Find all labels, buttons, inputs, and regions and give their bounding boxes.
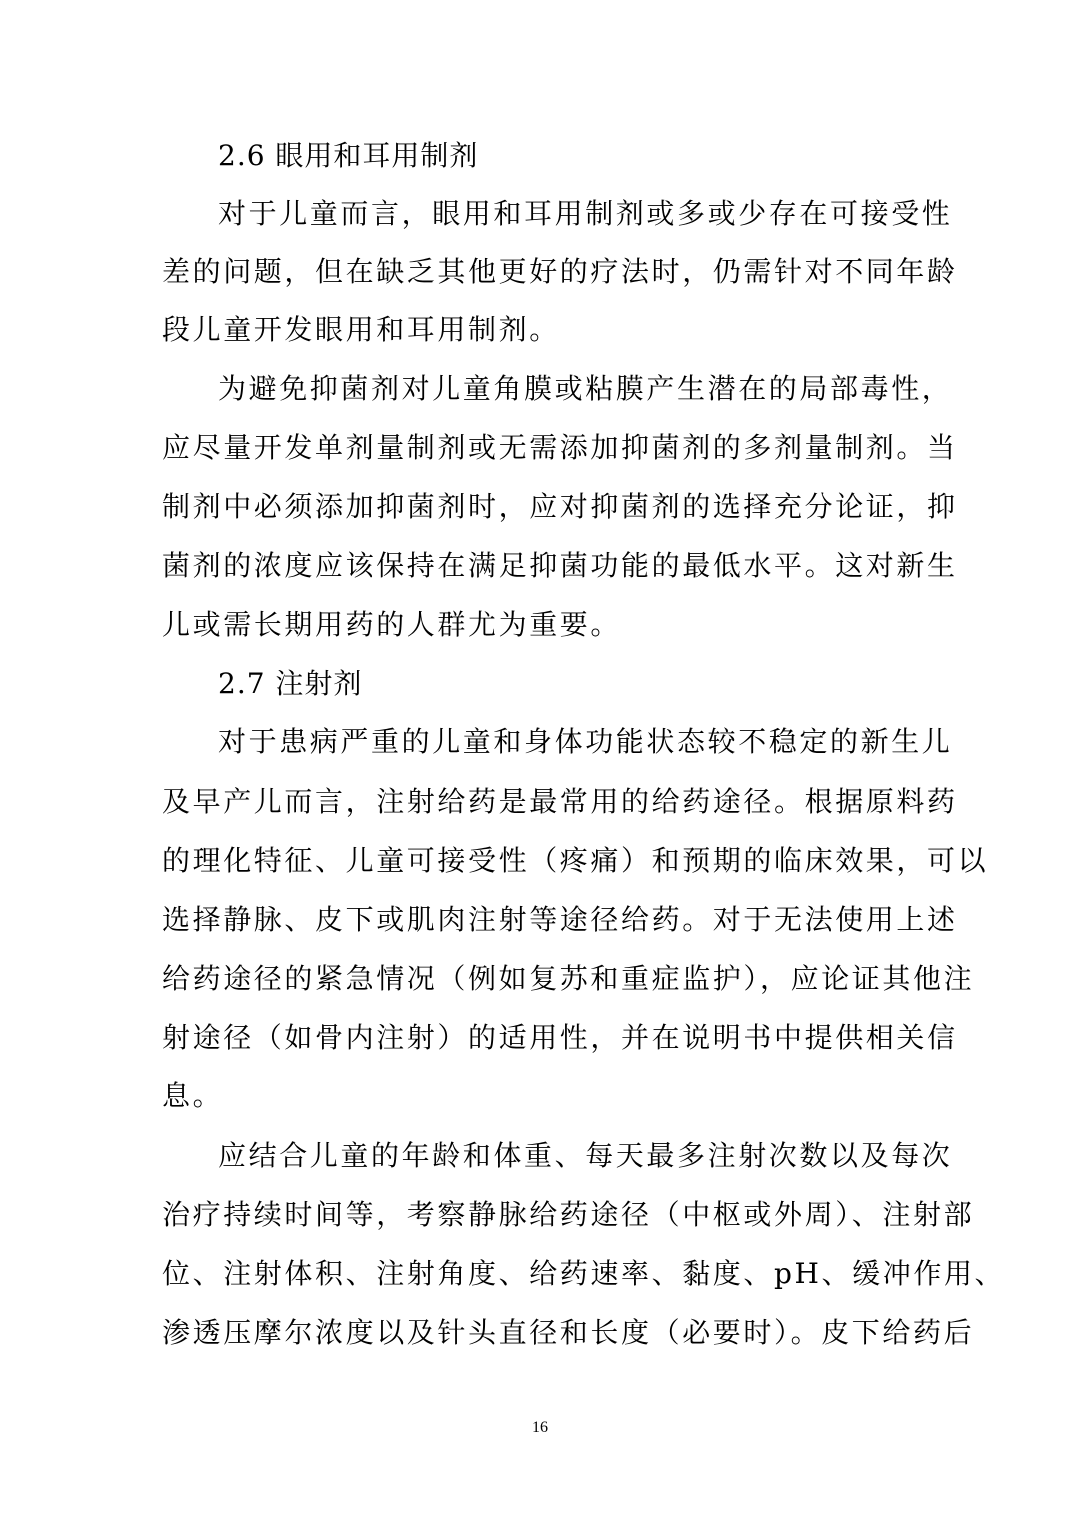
paragraph-line: 治疗持续时间等，考察静脉给药途径（中枢或外周）、注射部: [162, 1198, 975, 1231]
section-heading-2-6: 2.6 眼用和耳用制剂: [218, 139, 479, 172]
paragraph-line: 儿或需长期用药的人群尤为重要。: [162, 608, 622, 641]
paragraph-line: 射途径（如骨内注射）的适用性，并在说明书中提供相关信: [162, 1021, 958, 1054]
paragraph-line: 差的问题，但在缺乏其他更好的疗法时，仍需针对不同年龄: [162, 255, 958, 288]
paragraph-line: 渗透压摩尔浓度以及针头直径和长度（必要时）。皮下给药后: [162, 1316, 975, 1349]
paragraph-line: 的理化特征、儿童可接受性（疼痛）和预期的临床效果，可以: [162, 844, 989, 877]
paragraph-line: 选择静脉、皮下或肌肉注射等途径给药。对于无法使用上述: [162, 903, 958, 936]
paragraph-line: 及早产儿而言，注射给药是最常用的给药途径。根据原料药: [162, 785, 958, 818]
paragraph-line: 位、注射体积、注射角度、给药速率、黏度、pH、缓冲作用、: [162, 1257, 1006, 1290]
paragraph-line: 制剂中必须添加抑菌剂时，应对抑菌剂的选择充分论证，抑: [162, 490, 958, 523]
paragraph-line: 给药途径的紧急情况（例如复苏和重症监护），应论证其他注: [162, 962, 975, 995]
paragraph-line: 应结合儿童的年龄和体重、每天最多注射次数以及每次: [218, 1139, 953, 1172]
paragraph-line: 为避免抑菌剂对儿童角膜或粘膜产生潜在的局部毒性，: [218, 372, 953, 405]
page-number: 16: [532, 1419, 548, 1436]
paragraph-line: 菌剂的浓度应该保持在满足抑菌功能的最低水平。这对新生: [162, 549, 958, 582]
paragraph-line: 对于患病严重的儿童和身体功能状态较不稳定的新生儿: [218, 725, 953, 758]
paragraph-line: 对于儿童而言，眼用和耳用制剂或多或少存在可接受性: [218, 197, 953, 230]
paragraph-line: 段儿童开发眼用和耳用制剂。: [162, 313, 560, 346]
section-heading-2-7: 2.7 注射剂: [218, 667, 363, 700]
paragraph-line: 息。: [162, 1079, 224, 1112]
paragraph-line: 应尽量开发单剂量制剂或无需添加抑菌剂的多剂量制剂。当: [162, 431, 958, 464]
